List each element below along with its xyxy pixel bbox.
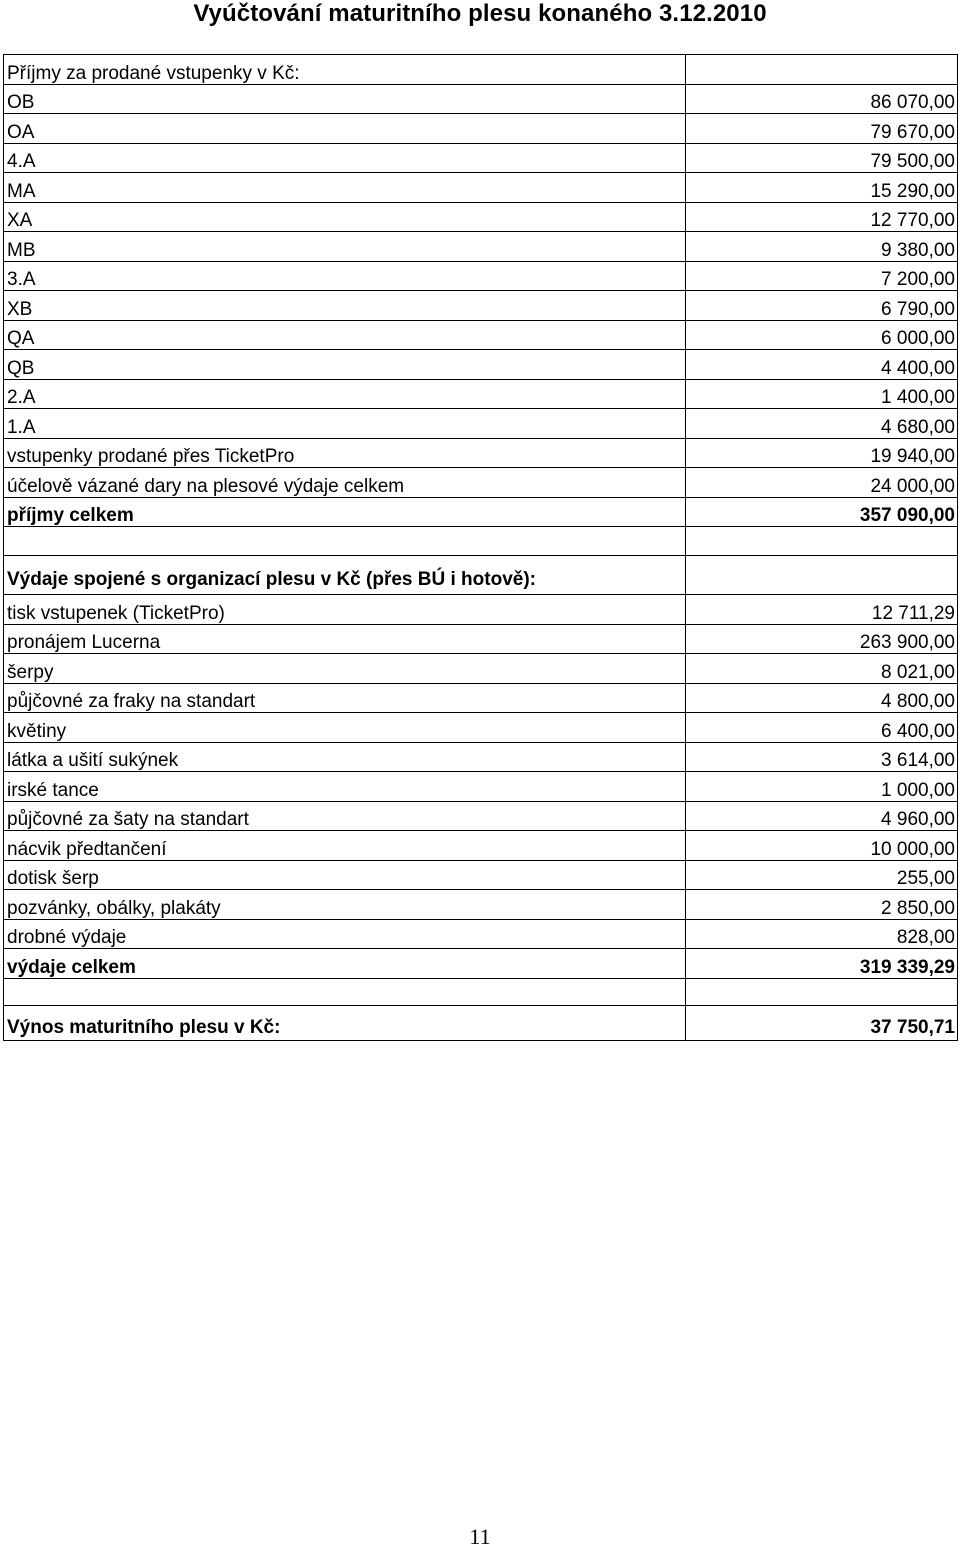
expense-label: květiny	[4, 713, 686, 743]
expense-value: 10 000,00	[686, 831, 958, 861]
expense-label: tisk vstupenek (TicketPro)	[4, 595, 686, 625]
spacer-cell	[4, 527, 686, 556]
income-heading-row	[4, 55, 958, 85]
expense-value: 828,00	[686, 919, 958, 949]
spacer-cell	[4, 978, 686, 1005]
expenses-total-label: výdaje celkem	[4, 949, 686, 979]
income-label: MA	[4, 173, 686, 203]
income-value: 7 200,00	[686, 261, 958, 291]
expense-row	[4, 919, 958, 949]
income-value: 4 400,00	[686, 350, 958, 380]
income-label: 3.A	[4, 261, 686, 291]
income-label: XB	[4, 291, 686, 321]
income-value: 79 500,00	[686, 143, 958, 173]
income-label: vstupenky prodané přes TicketPro	[4, 438, 686, 468]
income-value: 79 670,00	[686, 114, 958, 144]
expense-label: nácvik předtančení	[4, 831, 686, 861]
expense-row	[4, 654, 958, 684]
income-value: 6 000,00	[686, 320, 958, 350]
result-value: 37 750,71	[686, 1005, 958, 1040]
income-value: 86 070,00	[686, 84, 958, 114]
income-row	[4, 350, 958, 380]
income-label: OB	[4, 84, 686, 114]
income-value: 12 770,00	[686, 202, 958, 232]
income-row	[4, 261, 958, 291]
expense-label: látka a ušití sukýnek	[4, 742, 686, 772]
spacer-row	[4, 978, 958, 1005]
income-label: 4.A	[4, 143, 686, 173]
expense-row	[4, 742, 958, 772]
expense-value: 6 400,00	[686, 713, 958, 743]
income-row	[4, 291, 958, 321]
income-label: 1.A	[4, 409, 686, 439]
expense-value: 255,00	[686, 860, 958, 890]
expense-row	[4, 831, 958, 861]
expense-label: drobné výdaje	[4, 919, 686, 949]
income-value: 4 680,00	[686, 409, 958, 439]
expense-row	[4, 860, 958, 890]
income-row	[4, 173, 958, 203]
income-row	[4, 114, 958, 144]
income-total-row	[4, 497, 958, 527]
income-row	[4, 202, 958, 232]
expense-value: 4 800,00	[686, 683, 958, 713]
income-row	[4, 232, 958, 262]
expense-value: 1 000,00	[686, 772, 958, 802]
income-heading-empty-cell	[686, 55, 958, 85]
income-row	[4, 320, 958, 350]
document-title: Vyúčtování maturitního plesu konaného 3.12.2010	[193, 0, 767, 27]
ball-accounting-table	[3, 54, 958, 1041]
income-row	[4, 409, 958, 439]
income-label: MB	[4, 232, 686, 262]
income-heading: Příjmy za prodané vstupenky v Kč:	[4, 55, 686, 85]
income-total-label: příjmy celkem	[4, 497, 686, 527]
expenses-total-value: 319 339,29	[686, 949, 958, 979]
expense-row	[4, 624, 958, 654]
income-value: 19 940,00	[686, 438, 958, 468]
expenses-total-row	[4, 949, 958, 979]
expenses-heading-empty-cell	[686, 556, 958, 595]
expense-label: půjčovné za fraky na standart	[4, 683, 686, 713]
expense-value: 2 850,00	[686, 890, 958, 920]
income-row	[4, 438, 958, 468]
result-row	[4, 1005, 958, 1040]
expense-value: 3 614,00	[686, 742, 958, 772]
expense-row	[4, 683, 958, 713]
expenses-heading: Výdaje spojené s organizací plesu v Kč (přes BÚ i hotově):	[4, 556, 686, 595]
income-label: 2.A	[4, 379, 686, 409]
expense-row	[4, 595, 958, 625]
income-label: účelově vázané dary na plesové výdaje celkem	[4, 468, 686, 498]
expense-label: pozvánky, obálky, plakáty	[4, 890, 686, 920]
expense-label: pronájem Lucerna	[4, 624, 686, 654]
expense-value: 4 960,00	[686, 801, 958, 831]
income-value: 9 380,00	[686, 232, 958, 262]
page-number: 11	[469, 1524, 491, 1549]
spacer-cell	[686, 978, 958, 1005]
income-value: 1 400,00	[686, 379, 958, 409]
income-row	[4, 379, 958, 409]
expense-value: 263 900,00	[686, 624, 958, 654]
income-row	[4, 468, 958, 498]
expense-row	[4, 713, 958, 743]
income-value: 15 290,00	[686, 173, 958, 203]
income-label: QB	[4, 350, 686, 380]
income-value: 24 000,00	[686, 468, 958, 498]
income-label: QA	[4, 320, 686, 350]
expense-row	[4, 772, 958, 802]
expense-label: irské tance	[4, 772, 686, 802]
expenses-heading-row	[4, 556, 958, 595]
income-label: XA	[4, 202, 686, 232]
income-label: OA	[4, 114, 686, 144]
result-label: Výnos maturitního plesu v Kč:	[4, 1005, 686, 1040]
expense-label: dotisk šerp	[4, 860, 686, 890]
expense-label: šerpy	[4, 654, 686, 684]
income-row	[4, 143, 958, 173]
expense-value: 8 021,00	[686, 654, 958, 684]
expense-row	[4, 890, 958, 920]
expense-row	[4, 801, 958, 831]
spacer-row	[4, 527, 958, 556]
spacer-cell	[686, 527, 958, 556]
income-total-value: 357 090,00	[686, 497, 958, 527]
income-value: 6 790,00	[686, 291, 958, 321]
income-row	[4, 84, 958, 114]
expense-label: půjčovné za šaty na standart	[4, 801, 686, 831]
expense-value: 12 711,29	[686, 595, 958, 625]
